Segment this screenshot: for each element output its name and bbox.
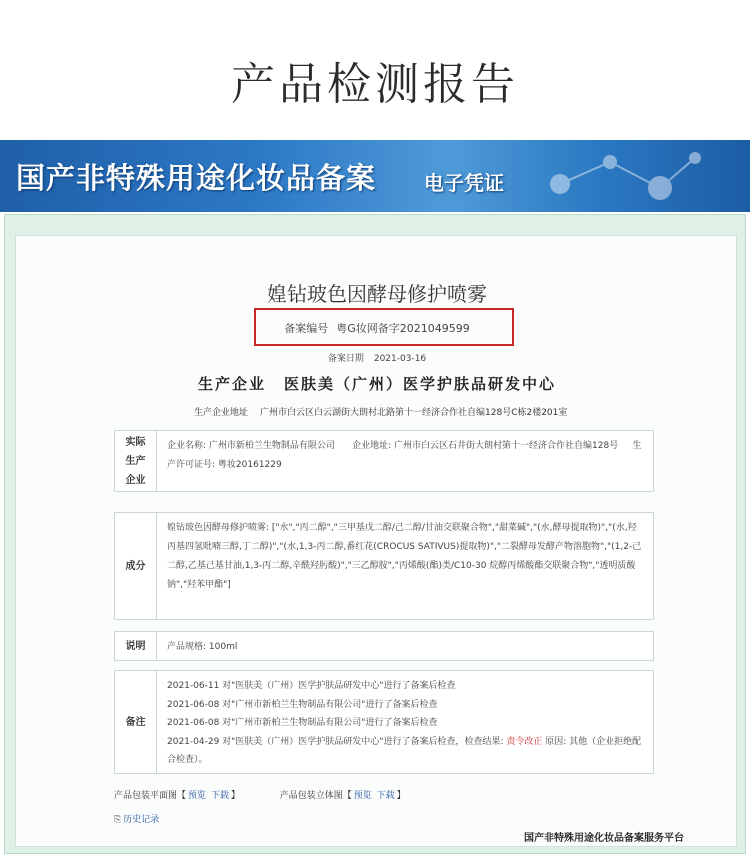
history-label: 历史记录 (123, 815, 160, 825)
platform-name: 国产非特殊用途化妆品备案服务平台 (524, 833, 684, 844)
ingredients-text: 媓钻玻色因酵母修护喷雾: ["水","丙二醇","三甲基戊二醇/己二醇/甘油交联聚合物","甜菜碱","(水,酵母提取物)","(水,羟丙基四氢吡喃三醇,丁二醇)","(水,1,3-丙二醇,番红花(CROCUS SATIVUS)提取物)","二裂酵母发酵产物溶胞物","(1,2-己二醇,乙基己基甘油,1,3-丙二醇,辛酰羟肟酸)","三乙醇胺","丙烯酸(酯)类/C10-30 烷醇丙烯酸酯交联聚合物","透明质酸钠","羟苯甲酯"] (167, 523, 642, 590)
note-text: 原因: 其他（企业拒绝配合检查）。 (167, 736, 642, 765)
flat-download-link[interactable]: 下载 (210, 791, 229, 801)
molecule-decoration-icon (530, 144, 710, 208)
inspection-result: 责令改正 (506, 736, 543, 747)
company-address-label: 企业地址: (352, 441, 392, 451)
license-label: 生产许可证号: (167, 441, 642, 470)
record-number (16, 320, 738, 336)
note-line: 2021-06-11 对"医肤美（广州）医学护肤品研发中心"进行了备案后检查 (167, 681, 456, 691)
flat-package-label: 产品包装平面图【 (114, 791, 187, 801)
producer (16, 373, 738, 394)
producer-label: 生产企业 (197, 375, 266, 393)
record-date (16, 351, 738, 364)
company-name-label: 企业名称: (167, 441, 207, 451)
description-section (114, 631, 654, 661)
note-line: 2021-06-08 对"广州市新柏兰生物制品有限公司"进行了备案后检查 (167, 699, 438, 710)
producer-value: 医肤美（广州）医学护肤品研发中心 (284, 375, 557, 393)
section-label: 实际生产企业 (115, 431, 157, 491)
producer-address-value: 广州市白云区白云湖街大朗村北路第十一经济合作社自编128号C栋2楼201室 (260, 408, 568, 418)
record-date-label: 备案日期 (327, 354, 364, 364)
record-date-value: 2021-03-16 (373, 354, 427, 364)
banner (0, 140, 750, 212)
section-label: 成分 (115, 513, 157, 619)
ingredients-section (114, 512, 654, 620)
history-icon: ⎘ (114, 815, 122, 825)
section-label: 备注 (115, 671, 157, 773)
producer-address-label: 生产企业地址 (194, 408, 249, 418)
bracket: 】 (396, 791, 406, 801)
notes-section (114, 670, 654, 774)
3d-preview-link[interactable]: 预览 (353, 791, 372, 801)
section-body (157, 431, 653, 491)
actual-producer-section (114, 430, 654, 492)
company-name-value: 广州市新柏兰生物制品有限公司 (208, 441, 335, 451)
record-number-label: 备案编号 (284, 322, 329, 335)
section-label: 说明 (115, 632, 157, 660)
package-images-row (114, 788, 408, 801)
description-text: 产品规格: 100ml (167, 642, 238, 652)
record-number-value: 粤G妆网备字2021049599 (336, 322, 470, 335)
note-line: 2021-06-08 对"广州市新柏兰生物制品有限公司"进行了备案后检查 (167, 718, 438, 728)
note-text: 2021-04-29 对"医肤美（广州）医学护肤品研发中心"进行了备案后检查，检查结果: (167, 736, 504, 747)
license-value: 粤妆20161229 (217, 460, 282, 470)
producer-address (194, 405, 567, 418)
note-line (167, 733, 643, 770)
banner-title: 国产非特殊用途化妆品备案 (16, 161, 377, 195)
company-address-value: 广州市白云区石井街大朗村第十一经济合作社自编128号 (394, 441, 619, 451)
history-link[interactable] (114, 812, 159, 825)
3d-download-link[interactable]: 下载 (376, 791, 395, 801)
certificate-body (15, 235, 737, 847)
product-name: 媓钻玻色因酵母修护喷雾 (267, 282, 487, 306)
flat-preview-link[interactable]: 预览 (188, 791, 207, 801)
banner-subtitle: 电子凭证 (424, 171, 504, 195)
bracket: 】 (230, 791, 240, 801)
notes-body (157, 671, 653, 773)
3d-package-label: 产品包装立体图【 (279, 791, 352, 801)
page-title: 产品检测报告 (231, 59, 519, 110)
certificate-frame (4, 214, 746, 854)
